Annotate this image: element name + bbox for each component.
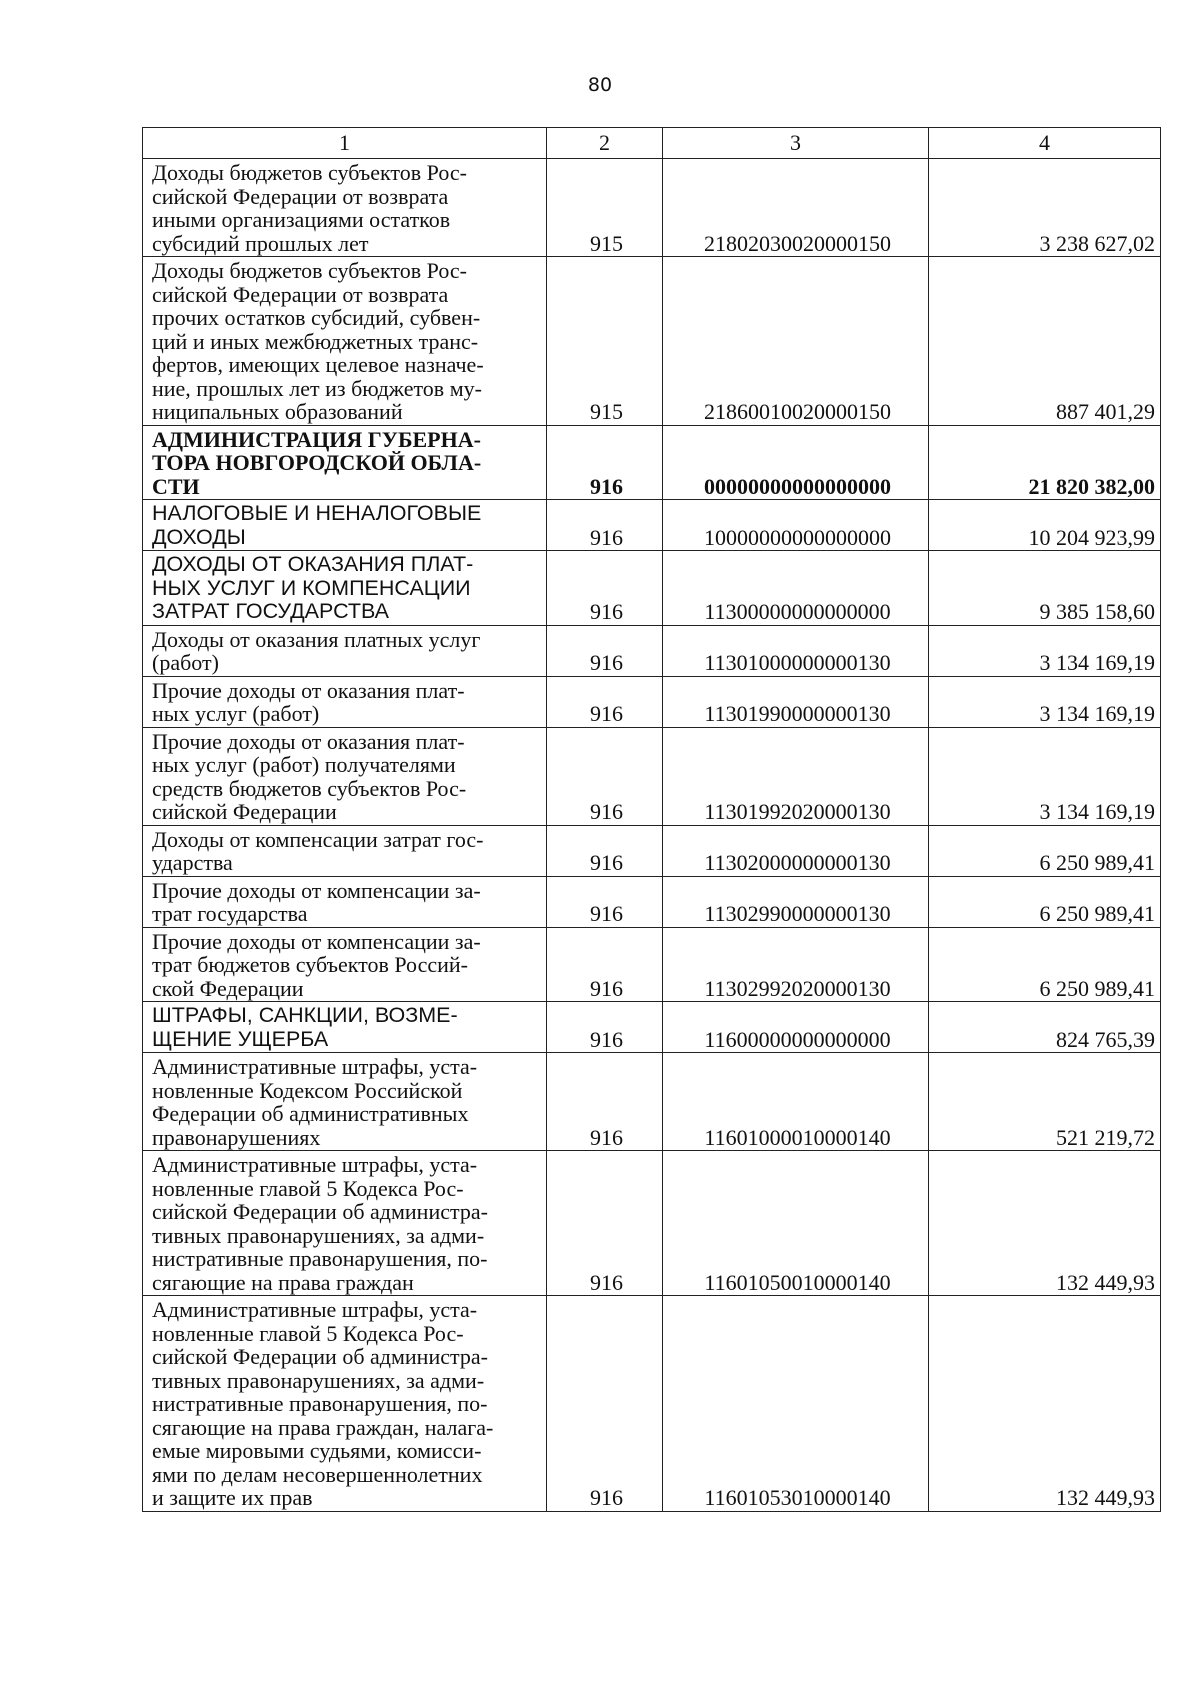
budget-code-cell: 11302990000000130	[663, 876, 929, 927]
revenue-name-cell: Доходы бюджетов субъектов Рос- сийской Федерации от возврата иными организациями остатков субсидий прошлых лет	[143, 159, 547, 257]
budget-code-cell: 11302992020000130	[663, 927, 929, 1002]
admin-code-cell: 916	[547, 927, 663, 1002]
table-row	[143, 625, 1161, 676]
revenue-name-cell: Прочие доходы от компенсации за- трат бюджетов субъектов Россий- ской Федерации	[143, 927, 547, 1002]
revenue-name-cell: ШТРАФЫ, САНКЦИИ, ВОЗМЕ- ЩЕНИЕ УЩЕРБА	[143, 1002, 547, 1053]
amount-cell: 6 250 989,41	[929, 825, 1161, 876]
table-row	[143, 927, 1161, 1002]
budget-code-cell: 10000000000000000	[663, 500, 929, 551]
budget-code-cell: 11600000000000000	[663, 1002, 929, 1053]
table-row	[143, 500, 1161, 551]
amount-cell: 3 238 627,02	[929, 159, 1161, 257]
budget-code-cell: 00000000000000000	[663, 425, 929, 500]
table-header-row	[143, 128, 1161, 159]
revenue-name-cell: Административные штрафы, уста- новленные Кодексом Российской Федерации об административных правонарушениях	[143, 1053, 547, 1151]
admin-code-cell: 916	[547, 1053, 663, 1151]
admin-code-cell: 915	[547, 159, 663, 257]
table-row	[143, 425, 1161, 500]
table-row	[143, 676, 1161, 727]
amount-cell: 887 401,29	[929, 257, 1161, 426]
table-row	[143, 159, 1161, 257]
admin-code-cell: 916	[547, 625, 663, 676]
amount-cell: 21 820 382,00	[929, 425, 1161, 500]
amount-cell: 132 449,93	[929, 1151, 1161, 1296]
admin-code-cell: 916	[547, 876, 663, 927]
table-row	[143, 825, 1161, 876]
budget-code-cell: 21860010020000150	[663, 257, 929, 426]
amount-cell: 521 219,72	[929, 1053, 1161, 1151]
budget-code-cell: 11601000010000140	[663, 1053, 929, 1151]
column-number-3: 3	[663, 128, 929, 159]
amount-cell: 824 765,39	[929, 1002, 1161, 1053]
column-number-1: 1	[143, 128, 547, 159]
revenue-name-cell: Административные штрафы, уста- новленные главой 5 Кодекса Рос- сийской Федерации об администра- тивных правонарушениях, за адми- нистративные правонарушения, по- сягающие на права граждан, налага- емые мировыми судьями, комисси- ями по делам несовершеннолетних и защите их прав	[143, 1296, 547, 1512]
amount-cell: 10 204 923,99	[929, 500, 1161, 551]
table-row	[143, 1151, 1161, 1296]
budget-code-cell: 11601053010000140	[663, 1296, 929, 1512]
admin-code-cell: 916	[547, 676, 663, 727]
revenue-name-cell: ДОХОДЫ ОТ ОКАЗАНИЯ ПЛАТ- НЫХ УСЛУГ И КОМПЕНСАЦИИ ЗАТРАТ ГОСУДАРСТВА	[143, 551, 547, 626]
revenue-name-cell: АДМИНИСТРАЦИЯ ГУБЕРНА- ТОРА НОВГОРОДСКОЙ ОБЛА- СТИ	[143, 425, 547, 500]
table-row	[143, 257, 1161, 426]
admin-code-cell: 916	[547, 825, 663, 876]
revenue-table-body	[143, 128, 1161, 1512]
amount-cell: 3 134 169,19	[929, 676, 1161, 727]
amount-cell: 132 449,93	[929, 1296, 1161, 1512]
amount-cell: 3 134 169,19	[929, 727, 1161, 825]
revenue-name-cell: Доходы бюджетов субъектов Рос- сийской Федерации от возврата прочих остатков субсидий, субвен- ций и иных межбюджетных транс- фертов, имеющих целевое назначе- ние, прошлых лет из бюджетов му- ниципальных образований	[143, 257, 547, 426]
amount-cell: 6 250 989,41	[929, 927, 1161, 1002]
table-row	[143, 551, 1161, 626]
admin-code-cell: 916	[547, 500, 663, 551]
amount-cell: 3 134 169,19	[929, 625, 1161, 676]
revenue-name-cell: Доходы от оказания платных услуг (работ)	[143, 625, 547, 676]
column-number-2: 2	[547, 128, 663, 159]
revenue-name-cell: НАЛОГОВЫЕ И НЕНАЛОГОВЫЕ ДОХОДЫ	[143, 500, 547, 551]
revenue-name-cell: Административные штрафы, уста- новленные главой 5 Кодекса Рос- сийской Федерации об администра- тивных правонарушениях, за адми- нистративные правонарушения, по- сягающие на права граждан	[143, 1151, 547, 1296]
budget-code-cell: 11301000000000130	[663, 625, 929, 676]
amount-cell: 6 250 989,41	[929, 876, 1161, 927]
table-row	[143, 727, 1161, 825]
revenue-name-cell: Прочие доходы от оказания плат- ных услуг (работ) получателями средств бюджетов субъектов Рос- сийской Федерации	[143, 727, 547, 825]
budget-code-cell: 11301990000000130	[663, 676, 929, 727]
revenue-table	[142, 127, 1161, 1512]
budget-code-cell: 11601050010000140	[663, 1151, 929, 1296]
admin-code-cell: 916	[547, 1151, 663, 1296]
column-number-4: 4	[929, 128, 1161, 159]
admin-code-cell: 916	[547, 1002, 663, 1053]
page-number: 80	[587, 74, 613, 96]
admin-code-cell: 916	[547, 551, 663, 626]
admin-code-cell: 916	[547, 727, 663, 825]
budget-code-cell: 11302000000000130	[663, 825, 929, 876]
table-row	[143, 1002, 1161, 1053]
admin-code-cell: 916	[547, 425, 663, 500]
budget-code-cell: 21802030020000150	[663, 159, 929, 257]
budget-code-cell: 11300000000000000	[663, 551, 929, 626]
budget-code-cell: 11301992020000130	[663, 727, 929, 825]
revenue-name-cell: Доходы от компенсации затрат гос- ударства	[143, 825, 547, 876]
revenue-name-cell: Прочие доходы от компенсации за- трат государства	[143, 876, 547, 927]
table-row	[143, 1053, 1161, 1151]
table-row	[143, 1296, 1161, 1512]
admin-code-cell: 915	[547, 257, 663, 426]
amount-cell: 9 385 158,60	[929, 551, 1161, 626]
admin-code-cell: 916	[547, 1296, 663, 1512]
revenue-name-cell: Прочие доходы от оказания плат- ных услуг (работ)	[143, 676, 547, 727]
table-row	[143, 876, 1161, 927]
